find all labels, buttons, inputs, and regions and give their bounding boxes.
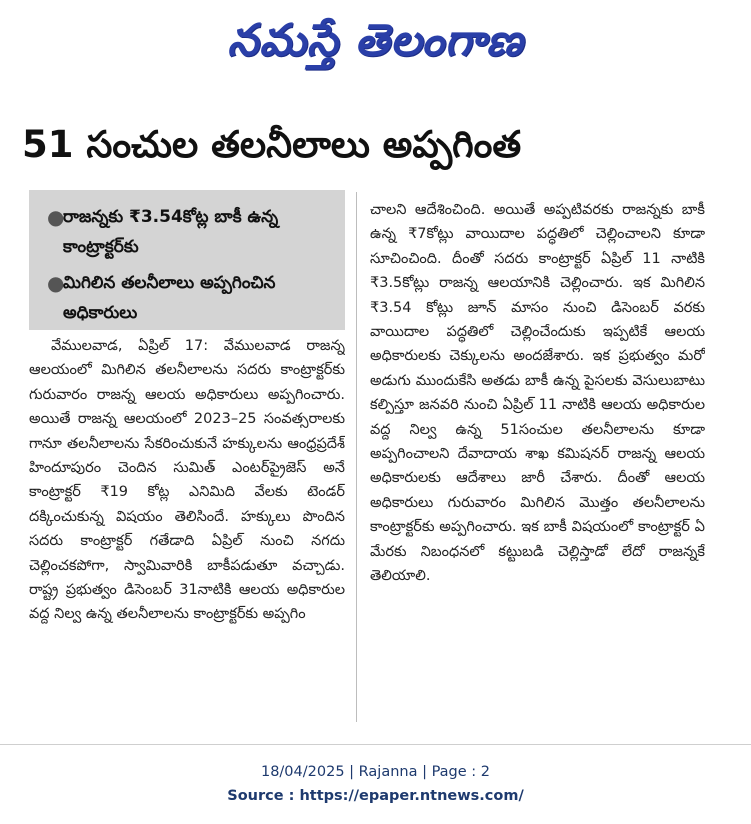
highlight-text: మిగిలిన తలనీలాలు అప్పగించిన అధికారులు [63, 273, 276, 323]
masthead-title: నమస్తే తెలంగాణ [227, 15, 524, 66]
page-footer [0, 760, 751, 808]
highlight-item [47, 268, 331, 328]
column-divider [356, 192, 357, 722]
body-paragraph: చాలని ఆదేశించింది. అయితే అప్పటివరకు రాజన్నకు బాకీ ఉన్న ₹7కోట్లు వాయిదాల పద్ధతిలో చెల్లించాలని కూడా సూచించింది. దీంతో సదరు కాంట్రాక్టర్ ఏప్రిల్ 11 నాటికి ₹3.5కోట్లు రాజన్న ఆలయానికి చెల్లించారు. ఇక మిగిలిన ₹3.54 కోట్లు జూన్ మాసం నుంచి డిసెంబర్ వరకు వాయిదాల పద్ధతిలో చెల్లించేందుకు ఇప్పటికే ఆలయ అధికారులకు చెక్కులను అందజేశారు. ఇక ప్రభుత్వం మరో అడుగు ముందుకేసి అతడు బాకీ ఉన్న పైసలకు వెసులుబాటు కల్పిస్తూ జనవరి నుంచి ఏప్రిల్ 11 నాటికి ఆలయ అధికారుల వద్ద నిల్వ ఉన్న 51సంచుల తలనీలాలను కూడా అప్పగించాలని దేవాదాయ శాఖ కమిషనర్ రాజన్న ఆలయ అధికారులకు ఆదేశాలు జారీ చేశారు. దీంతో ఆలయ అధికారులు గురువారం మిగిలిన మొత్తం తలనీలాలను కాంట్రాక్టర్‌కు అప్పగించారు. ఇక బాకీ విషయంలో కాంట్రాక్టర్ ఏ మేరకు నిబంధనలో కట్టుబడి చెల్లిస్తాడో లేదో రాజన్నకే తెలియాలి. [370, 202, 705, 585]
highlight-item [47, 202, 331, 262]
article-body-right-column [370, 198, 705, 728]
article-headline: 51 సంచుల తలనీలాలు అప్పగింత [22, 123, 522, 166]
bullet-icon: ● [47, 271, 65, 295]
body-paragraph: వేములవాడ, ఏప్రిల్ 17: వేములవాడ రాజన్న ఆలయంలో మిగిలిన తలనీలాలను సదరు కాంట్రాక్టర్‌కు గురువారం రాజన్న ఆలయ అధికారులు అప్పగించారు. అయితే రాజన్న ఆలయంలో 2023–25 సంవత్సరాలకు గానూ తలనీలాలను సేకరించుకునే హక్కులను ఆంధ్రప్రదేశ్ హిందూపురం చెందిన సుమిత్ ఎంటర్‌ప్రైజెస్ అనే కాంట్రాక్టర్ ₹19 కోట్ల ఎనిమిది వేలకు టెండర్ దక్కించుకున్న విషయం తెలిసిందే. హక్కులు పొందిన సదరు కాంట్రాక్టర్ గతేడాది ఏప్రిల్ నుంచి నగదు చెల్లించకపోగా, స్వామివారికి బాకీపడుతూ వచ్చాడు. రాష్ట్ర ప్రభుత్వం డిసెంబర్ 31నాటికి ఆలయ అధికారుల వద్ద నిల్వ ఉన్న తలనీలాలను కాంట్రాక్టర్‌కు అప్పగిం [29, 338, 345, 623]
highlights-box [29, 190, 345, 330]
footer-source: Source : https://epaper.ntnews.com/ [227, 788, 524, 804]
footer-divider [0, 744, 751, 745]
bullet-icon: ● [47, 205, 65, 229]
masthead-logo [0, 6, 751, 76]
article-body-left-column [29, 334, 345, 744]
footer-date-edition: 18/04/2025 | Rajanna | Page : 2 [260, 764, 491, 780]
highlight-text: రాజన్నకు ₹3.54కోట్ల బాకీ ఉన్న కాంట్రాక్టర్‌కు [63, 207, 279, 257]
